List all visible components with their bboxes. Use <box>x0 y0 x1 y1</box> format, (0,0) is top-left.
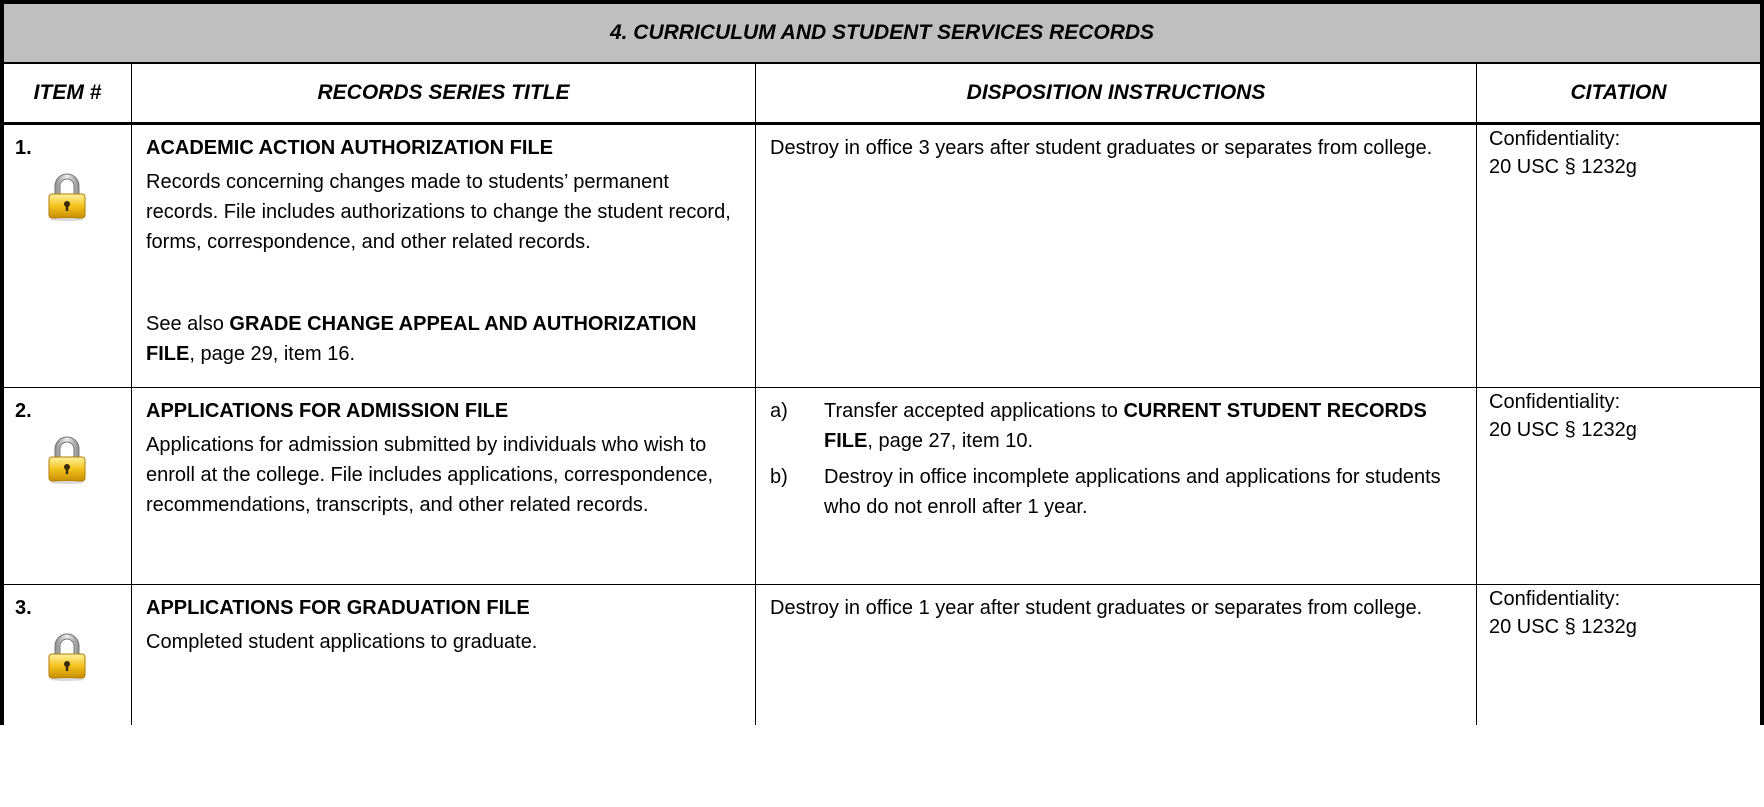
step-a-prefix: Transfer accepted applications to <box>824 400 1124 422</box>
see-also-note <box>146 309 741 369</box>
section-title: 4. CURRICULUM AND STUDENT SERVICES RECORDS <box>4 4 1760 64</box>
step-marker: b) <box>770 466 788 488</box>
series-title: APPLICATIONS FOR ADMISSION FILE <box>146 400 509 422</box>
padlock-icon <box>46 171 88 221</box>
see-also-prefix: See also <box>146 313 230 335</box>
disposition-cell <box>756 388 1477 584</box>
padlock-icon <box>46 631 88 681</box>
item-number: 3. <box>15 597 32 619</box>
disposition-step-b <box>770 462 1462 522</box>
table-header-row <box>4 64 1760 125</box>
disposition-cell <box>756 585 1477 725</box>
series-description: Completed student applications to graduate. <box>146 631 538 653</box>
citation-cell <box>1477 125 1760 387</box>
step-text <box>824 396 1462 456</box>
step-text: Destroy in office incomplete applications and applications for students who do not enroll after 1 year. <box>824 466 1441 518</box>
citation-label: Confidentiality: <box>1489 128 1621 150</box>
table-row <box>4 388 1760 585</box>
series-description: Records concerning changes made to students’ permanent records. File includes authorizations to change the student record, forms, correspondence, and other related records. <box>146 171 731 253</box>
header-citation: CITATION <box>1570 81 1667 104</box>
see-also-reference: GRADE CHANGE APPEAL AND AUTHORIZATION FILE <box>146 313 697 365</box>
step-a-suffix: , page 27, item 10. <box>867 430 1034 452</box>
disposition-text: Destroy in office 1 year after student graduates or separates from college. <box>770 597 1423 619</box>
citation-reference: 20 USC § 1232g <box>1489 616 1637 638</box>
citation-label: Confidentiality: <box>1489 391 1621 413</box>
step-a-reference: CURRENT STUDENT RECORDS FILE <box>824 400 1427 452</box>
series-title: APPLICATIONS FOR GRADUATION FILE <box>146 597 530 619</box>
series-description: Applications for admission submitted by individuals who wish to enroll at the college. File includes applications, correspondence, recommendations, transcripts, and other related records. <box>146 434 714 516</box>
records-series-cell <box>132 125 756 387</box>
records-series-cell <box>132 388 756 584</box>
item-cell <box>4 585 132 725</box>
table-row <box>4 585 1760 725</box>
item-number: 1. <box>15 137 32 159</box>
citation-reference: 20 USC § 1232g <box>1489 419 1637 441</box>
item-cell <box>4 388 132 584</box>
header-item-number: ITEM # <box>4 64 132 122</box>
disposition-step-a <box>770 396 1462 456</box>
citation-cell <box>1477 388 1760 584</box>
series-title: ACADEMIC ACTION AUTHORIZATION FILE <box>146 137 554 159</box>
see-also-suffix: , page 29, item 16. <box>189 343 356 365</box>
header-disposition-instructions: DISPOSITION INSTRUCTIONS <box>756 64 1477 122</box>
item-cell <box>4 125 132 387</box>
citation-cell <box>1477 585 1760 725</box>
disposition-cell <box>756 125 1477 387</box>
disposition-list <box>770 396 1462 522</box>
step-marker: a) <box>770 400 788 422</box>
citation-reference: 20 USC § 1232g <box>1489 156 1637 178</box>
disposition-text: Destroy in office 3 years after student graduates or separates from college. <box>770 137 1433 159</box>
padlock-icon <box>46 434 88 484</box>
item-number: 2. <box>15 400 32 422</box>
records-series-cell <box>132 585 756 725</box>
header-records-series-title: RECORDS SERIES TITLE <box>132 64 756 122</box>
table-row <box>4 125 1760 388</box>
citation-label: Confidentiality: <box>1489 588 1621 610</box>
